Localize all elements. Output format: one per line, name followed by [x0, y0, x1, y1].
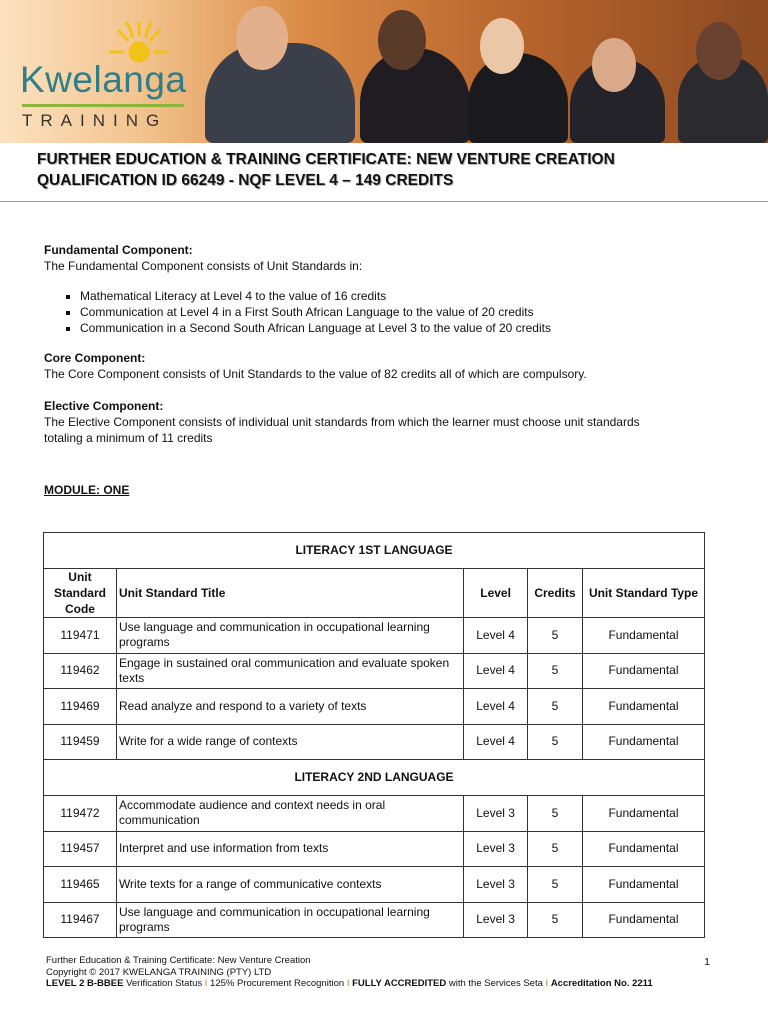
- cell-type: Fundamental: [583, 796, 705, 832]
- photo-person-head: [592, 38, 636, 92]
- cell-code: 119462: [44, 653, 117, 689]
- cell-credits: 5: [528, 689, 583, 725]
- fundamental-heading: Fundamental Component:: [44, 243, 193, 257]
- title-line-2: QUALIFICATION ID 66249 - NQF LEVEL 4 – 149 CREDITS: [37, 172, 454, 189]
- elective-text-1: The Elective Component consists of individual unit standards from which the learner must choose unit standards: [44, 415, 640, 429]
- cell-title: Use language and communication in occupational learning programs: [116, 618, 463, 654]
- cell-code: 119459: [44, 724, 117, 760]
- cell-type: Fundamental: [583, 618, 705, 654]
- cell-code: 119471: [44, 618, 117, 654]
- header-unit-standard-code: [44, 569, 117, 618]
- section-title-literacy-1st: LITERACY 1ST LANGUAGE: [44, 533, 705, 569]
- core-heading: Core Component:: [44, 351, 146, 365]
- fundamental-list: [44, 288, 724, 336]
- table-row: [44, 867, 705, 903]
- cell-level: Level 3: [464, 796, 528, 832]
- section-row: [44, 533, 705, 569]
- cell-title: Read analyze and respond to a variety of texts: [116, 689, 463, 725]
- cell-credits: 5: [528, 796, 583, 832]
- header-banner: [0, 0, 768, 143]
- cell-code: 119472: [44, 796, 117, 832]
- footer-bbee-level: LEVEL 2 B-BBEE: [46, 978, 124, 989]
- cell-title: Use language and communication in occupational learning programs: [116, 902, 463, 938]
- logo-divider: [22, 104, 184, 107]
- header-unit-standard-title: Unit Standard Title: [116, 569, 463, 618]
- qualification-description: [44, 242, 724, 446]
- cell-code: 119469: [44, 689, 117, 725]
- cell-credits: 5: [528, 724, 583, 760]
- footer-fully-accredited: FULLY ACCREDITED: [352, 978, 447, 989]
- photo-person-head: [696, 22, 742, 80]
- table-row: [44, 689, 705, 725]
- section-row: [44, 760, 705, 796]
- footer-separator: I: [204, 978, 208, 989]
- kwelanga-logo: [20, 12, 195, 130]
- cell-credits: 5: [528, 867, 583, 903]
- logo-brand-text: Kwelanga: [20, 59, 187, 100]
- cell-credits: 5: [528, 831, 583, 867]
- document-title: [37, 149, 615, 191]
- page-footer: [46, 955, 710, 990]
- business-people-photo: [200, 0, 768, 143]
- cell-type: Fundamental: [583, 689, 705, 725]
- header-code-line-1: Unit: [68, 570, 92, 584]
- header-unit-standard-type: Unit Standard Type: [583, 569, 705, 618]
- cell-title: Accommodate audience and context needs in oral communication: [116, 796, 463, 832]
- cell-code: 119465: [44, 867, 117, 903]
- unit-standards-table: [43, 532, 705, 938]
- footer-doc-title: Further Education & Training Certificate: New Venture Creation: [46, 955, 311, 966]
- fundamental-intro: The Fundamental Component consists of Unit Standards in:: [44, 259, 363, 273]
- table-header-row: [44, 569, 705, 618]
- cell-title: Engage in sustained oral communication and evaluate spoken texts: [116, 653, 463, 689]
- elective-heading: Elective Component:: [44, 399, 164, 413]
- header-code-line-3: Code: [64, 602, 95, 616]
- table-row: [44, 902, 705, 938]
- cell-level: Level 4: [464, 618, 528, 654]
- cell-credits: 5: [528, 618, 583, 654]
- table-row: [44, 618, 705, 654]
- cell-credits: 5: [528, 653, 583, 689]
- cell-credits: 5: [528, 902, 583, 938]
- photo-person-head: [236, 6, 288, 70]
- footer-accreditation-no: Accreditation No. 2211: [550, 978, 653, 989]
- page-number: 1: [704, 956, 710, 968]
- cell-level: Level 4: [464, 653, 528, 689]
- cell-type: Fundamental: [583, 653, 705, 689]
- table-row: [44, 724, 705, 760]
- document-title-area: [0, 143, 768, 202]
- cell-level: Level 3: [464, 867, 528, 903]
- cell-level: Level 4: [464, 689, 528, 725]
- list-item: ▪ Mathematical Literacy at Level 4 to the value of 16 credits: [80, 288, 724, 304]
- module-heading: MODULE: ONE: [44, 483, 130, 497]
- cell-type: Fundamental: [583, 724, 705, 760]
- footer-separator: I: [346, 978, 350, 989]
- section-title-literacy-2nd: LITERACY 2ND LANGUAGE: [44, 760, 705, 796]
- core-text: The Core Component consists of Unit Standards to the value of 82 credits all of which are compulsory.: [44, 367, 587, 381]
- cell-level: Level 3: [464, 902, 528, 938]
- photo-person: [468, 53, 568, 143]
- footer-copyright: Copyright © 2017 KWELANGA TRAINING (PTY) LTD: [46, 966, 272, 978]
- table-row: [44, 653, 705, 689]
- list-item: ▪ Communication at Level 4 in a First South African Language to the value of 20 credits: [80, 304, 724, 320]
- photo-person-head: [480, 18, 524, 74]
- list-item: ▪ Communication in a Second South African Language at Level 3 to the value of 20 credits: [80, 320, 724, 336]
- cell-type: Fundamental: [583, 902, 705, 938]
- footer-separator: I: [545, 978, 549, 989]
- cell-type: Fundamental: [583, 831, 705, 867]
- footer-accreditation: [46, 978, 710, 990]
- cell-level: Level 4: [464, 724, 528, 760]
- cell-title: Write texts for a range of communicative contexts: [116, 867, 463, 903]
- logo-sub-text: TRAINING: [22, 111, 168, 130]
- cell-type: Fundamental: [583, 867, 705, 903]
- cell-code: 119457: [44, 831, 117, 867]
- header-code-line-2: Standard: [53, 586, 106, 600]
- cell-title: Interpret and use information from texts: [116, 831, 463, 867]
- cell-code: 119467: [44, 902, 117, 938]
- table-row: [44, 831, 705, 867]
- table-row: [44, 796, 705, 832]
- cell-level: Level 3: [464, 831, 528, 867]
- cell-title: Write for a wide range of contexts: [116, 724, 463, 760]
- elective-text-2: totaling a minimum of 11 credits: [44, 431, 213, 445]
- header-credits: Credits: [528, 569, 583, 618]
- footer-seta: with the Services Seta: [446, 978, 546, 989]
- photo-person-head: [378, 10, 426, 70]
- footer-procurement: 125% Procurement Recognition: [207, 978, 347, 989]
- title-line-1: FURTHER EDUCATION & TRAINING CERTIFICATE: NEW VENTURE CREATION: [37, 151, 615, 168]
- footer-verification: Verification Status: [123, 978, 205, 989]
- header-level: Level: [464, 569, 528, 618]
